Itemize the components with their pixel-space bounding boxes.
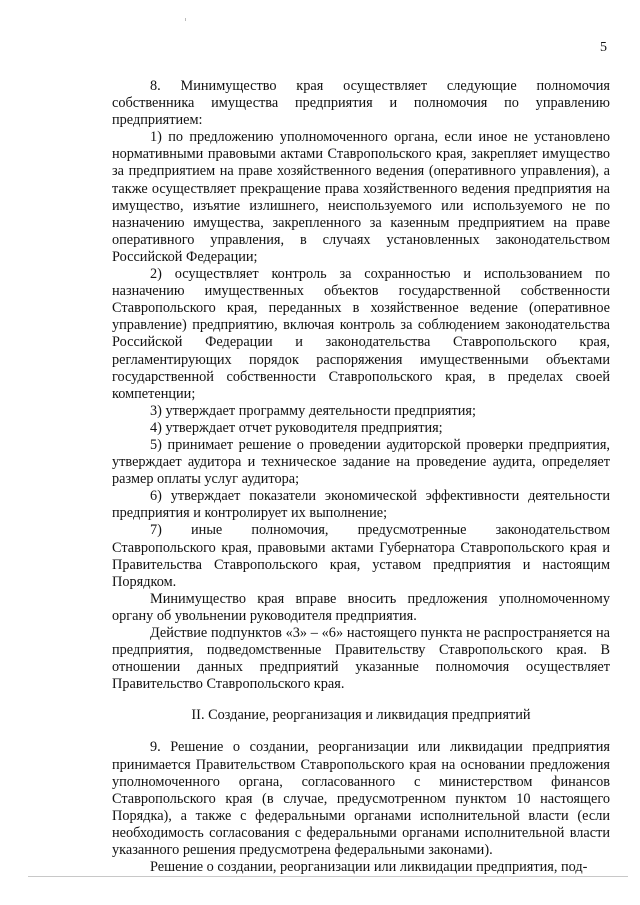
paragraph: 4) утверждает отчет руководителя предприятия; <box>150 419 443 436</box>
paragraph: 9. Решение о создании, реорганизации или ликвидации предприятия принимается Правительством Ставропольского края на основании предложения уполномоченного органа, согласованного с министерством финансов Ставропольского края (в случае, предусмотренном пунктом 10 настоящего Порядка), а также с федеральными органами исполнительной власти (если необходимость согласования с федеральными органами исполнительной власти указанного решения предусмотрена федеральными законами). <box>112 739 610 859</box>
paragraph: 5) принимает решение о проведении аудиторской проверки предприятия, утверждает аудитора и техническое задание на проведение аудита, определяет размер оплаты услуг аудитора; <box>112 436 610 488</box>
paragraph: Решение о создании, реорганизации или ликвидации предприятия, под- <box>150 859 588 876</box>
paragraph: 1) по предложению уполномоченного органа, если иное не установлено нормативными правовыми актами Ставропольского края, закрепляет имущество за предприятием на праве хозяйственного ведения (оперативного управления), а также осуществляет прекращение права хозяйственного ведения предприятия на имущество, изъятие излишнего, неиспользуемого или используемого не по назначению имущества, закрепленного за казенным предприятием на праве оперативного управления, в случаях установленных законодательством Российской Федерации; <box>112 129 610 265</box>
section-heading: II. Создание, реорганизация и ликвидация предприятий <box>191 707 531 724</box>
scan-mark <box>185 18 186 21</box>
paragraph: 3) утверждает программу деятельности предприятия; <box>150 402 476 419</box>
footer-rule <box>28 876 628 877</box>
page-number: 5 <box>600 40 607 55</box>
paragraph: 8. Минимущество края осуществляет следующие полномочия собственника имущества предприятия и полномочия по управлению предприятием: <box>112 78 610 129</box>
paragraph: Минимущество края вправе вносить предложения уполномоченному органу об увольнении руководителя предприятия. <box>112 590 610 624</box>
paragraph: 6) утверждает показатели экономической эффективности деятельности предприятия и контролирует их выполнение; <box>112 488 610 522</box>
paragraph: Действие подпунктов «3» – «6» настоящего пункта не распространяется на предприятия, подведомственные Правительству Ставропольского края. В отношении данных предприятий указанные полномочия осуществляет Правительство Ставропольского края. <box>112 625 610 693</box>
paragraph: 7) иные полномочия, предусмотренные законодательством Ставропольского края, правовыми актами Губернатора Ставропольского края и Правительства Ставропольского края, уставом предприятия и настоящим Порядком. <box>112 522 610 590</box>
paragraph: 2) осуществляет контроль за сохранностью и использованием по назначению имущественных объектов государственной собственности Ставропольского края, переданных в хозяйственное ведение (оперативное управление) предприятию, включая контроль за соблюдением законодательства Российской Федерации и законодательства Ставропольского края, регламентирующих порядок распоряжения имущественными объектами государственной собственности Ставропольского края, в пределах своей компетенции; <box>112 266 610 402</box>
document-body <box>112 78 610 876</box>
